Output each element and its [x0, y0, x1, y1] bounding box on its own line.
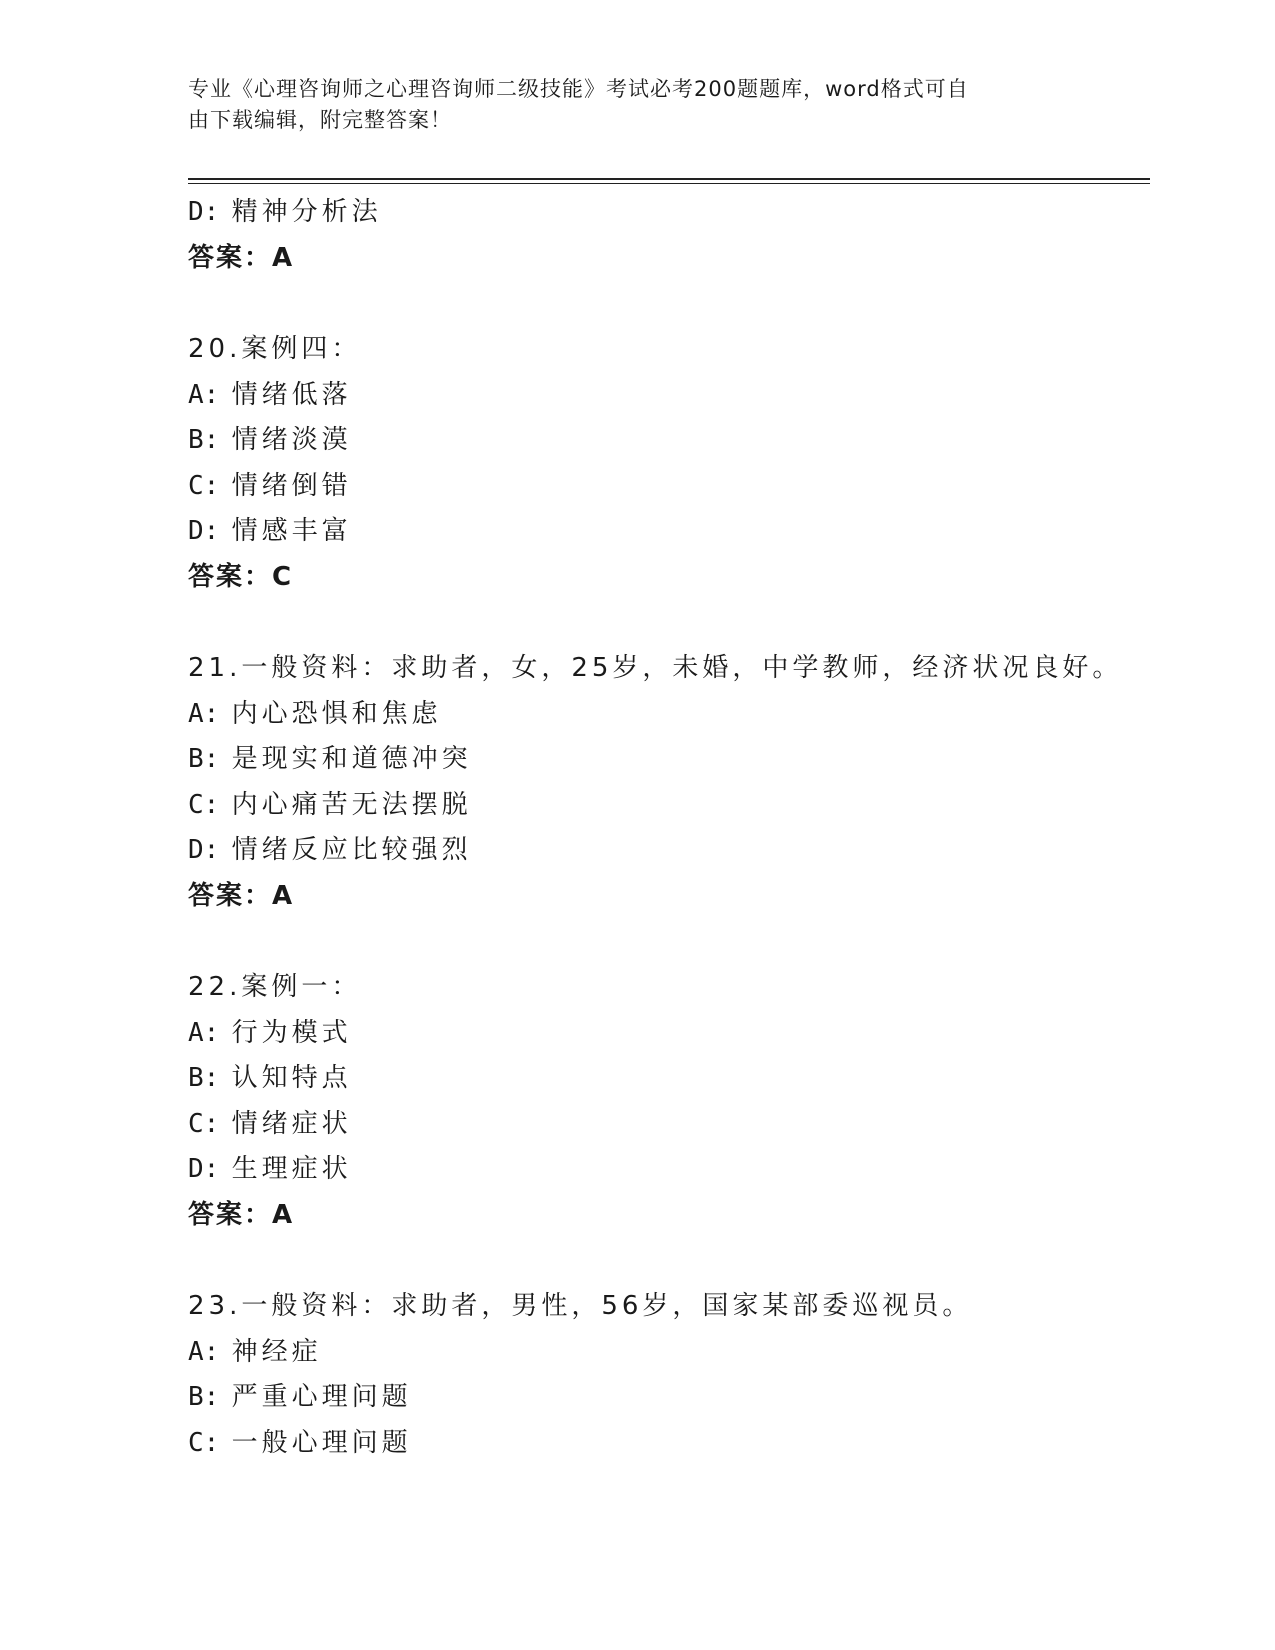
- header-divider-thin: [188, 183, 1150, 184]
- option-b: [188, 1375, 1148, 1421]
- question-stem: 22.案例一：: [188, 972, 362, 1002]
- option-label: D:: [188, 835, 220, 865]
- option-c: [188, 1102, 1148, 1148]
- option-text: 内心恐惧和焦虑: [231, 698, 442, 729]
- header-line-1: 专业《心理咨询师之心理咨询师二级技能》考试必考200题题库，word格式可自: [188, 77, 969, 101]
- option-d: [188, 1147, 1148, 1193]
- option-text: 情绪症状: [231, 1108, 352, 1139]
- option-b: [188, 418, 1148, 464]
- spacer: [188, 281, 1148, 327]
- option-label: A:: [188, 1017, 220, 1048]
- prev-answer: 答案：A: [188, 242, 295, 273]
- option-text: 神经症: [231, 1336, 322, 1367]
- option-label: B:: [188, 744, 220, 774]
- option-label: A:: [188, 379, 220, 410]
- question-stem: 21.一般资料：求助者，女，25岁，未婚，中学教师，经济状况良好。: [188, 653, 1123, 683]
- option-text: 认知特点: [231, 1063, 352, 1093]
- prev-option-d: [188, 190, 1148, 236]
- spacer: [188, 600, 1148, 646]
- option-text: 是现实和道德冲突: [231, 744, 472, 774]
- option-text: 情绪淡漠: [231, 425, 352, 455]
- option-a: [188, 692, 1148, 738]
- option-label: D:: [188, 1154, 220, 1184]
- option-label: B:: [188, 1063, 220, 1093]
- document-header: [188, 74, 1088, 136]
- option-text: 情绪反应比较强烈: [231, 835, 472, 865]
- question-stem: 23.一般资料：求助者，男性，56岁，国家某部委巡视员。: [188, 1291, 973, 1321]
- option-c: [188, 1421, 1148, 1467]
- option-text: 生理症状: [231, 1154, 352, 1184]
- option-a: [188, 1011, 1148, 1057]
- option-text: 情绪低落: [231, 379, 352, 410]
- option-label: B:: [188, 1382, 220, 1412]
- option-label: D:: [188, 516, 220, 546]
- header-line-2: 由下载编辑，附完整答案！: [188, 108, 452, 132]
- option-d: [188, 509, 1148, 555]
- option-b: [188, 737, 1148, 783]
- option-text: 情绪倒错: [231, 470, 352, 501]
- option-text: 一般心理问题: [231, 1427, 412, 1458]
- question-stem: 20.案例四：: [188, 334, 362, 364]
- question-list: [188, 190, 1148, 1466]
- option-a: [188, 373, 1148, 419]
- option-label: A:: [188, 698, 220, 729]
- option-label: B:: [188, 425, 220, 455]
- option-c: [188, 783, 1148, 829]
- spacer: [188, 919, 1148, 965]
- option-text: 精神分析法: [231, 197, 382, 227]
- option-text: 内心痛苦无法摆脱: [231, 789, 472, 820]
- option-label: C:: [188, 1108, 220, 1139]
- option-text: 严重心理问题: [231, 1382, 412, 1412]
- answer-line: 答案：A: [188, 880, 295, 911]
- option-label: C:: [188, 1427, 220, 1458]
- option-label: C:: [188, 470, 220, 501]
- option-d: [188, 828, 1148, 874]
- option-a: [188, 1330, 1148, 1376]
- header-divider-thick: [188, 178, 1150, 180]
- option-text: 行为模式: [231, 1017, 352, 1048]
- spacer: [188, 1238, 1148, 1284]
- option-c: [188, 464, 1148, 510]
- option-label: A:: [188, 1336, 220, 1367]
- option-label: D:: [188, 197, 220, 227]
- answer-line: 答案：C: [188, 561, 294, 592]
- option-label: C:: [188, 789, 220, 820]
- answer-line: 答案：A: [188, 1199, 295, 1230]
- option-text: 情感丰富: [231, 516, 352, 546]
- option-b: [188, 1056, 1148, 1102]
